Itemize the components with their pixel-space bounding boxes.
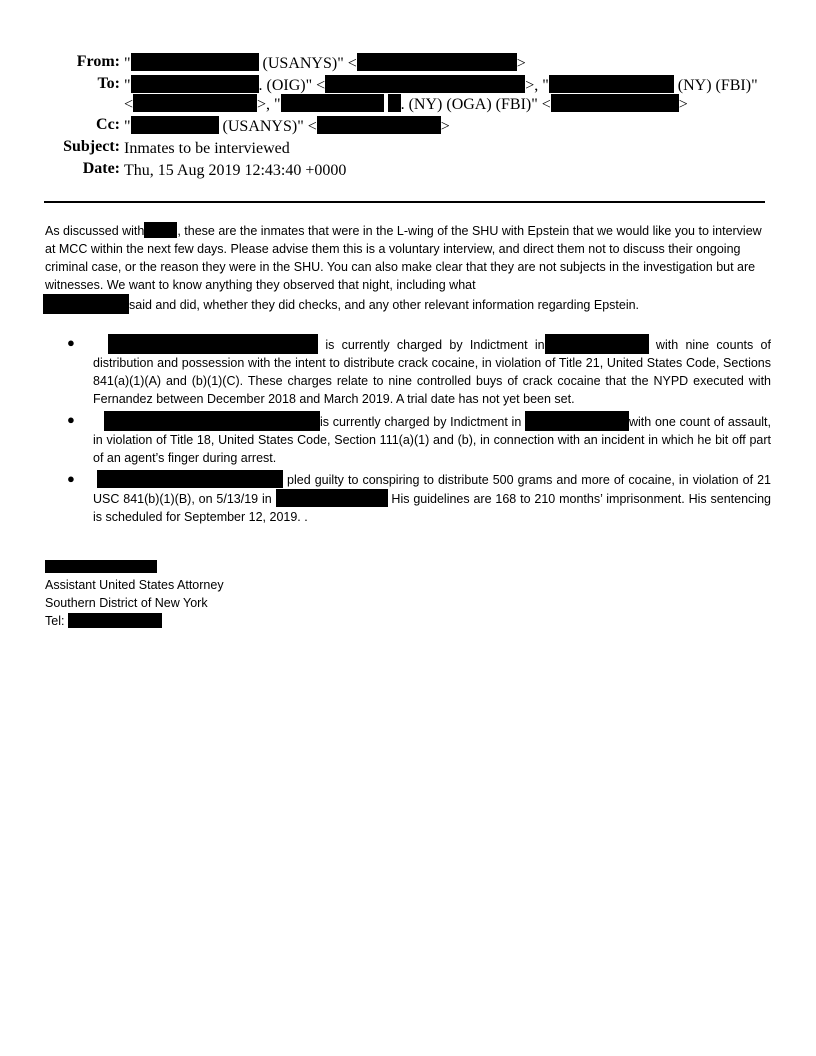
to-open: < [124, 96, 134, 113]
tel-label: Tel: [45, 614, 65, 628]
redaction-box [97, 470, 283, 488]
redaction-box [68, 613, 162, 628]
to-fbi: (NY) (FBI)" [673, 77, 758, 94]
bullet-icon: ● [67, 335, 75, 350]
to-close: > [678, 96, 688, 113]
redaction-box [276, 489, 388, 507]
intro-paragraph [45, 222, 773, 314]
inmate-3-text-a: pled guilty to conspiring to distribute 500 grams and more of cocaine, in violation of 21 USC 841(b)(1)(B), on 5/13/19 in [93, 473, 771, 506]
date-label: Date: [82, 160, 120, 177]
redaction-box [357, 53, 517, 71]
to-label: To: [97, 75, 120, 92]
list-item [67, 411, 772, 467]
intro-end: said and did, whether they did checks, and any other relevant information regarding Epstein. [129, 298, 640, 312]
from-close: > [516, 55, 526, 72]
inmate-1-text-a: is currently charged by Indictment in [318, 338, 545, 352]
redaction-box [104, 411, 320, 431]
inmate-2-text-b: with one count of assault, in violation of Title 18, United States Code, Section 111(a)(1) and (b), in connection with an incident in which he bit off part of an agent’s finger during arrest. [93, 415, 772, 465]
subject-label: Subject: [63, 138, 120, 155]
cc-label: Cc: [96, 116, 120, 133]
signature-name-row [45, 560, 224, 574]
inmate-list [67, 334, 772, 529]
bullet-icon: ● [67, 412, 75, 427]
inmate-1-text-b: with nine counts of distribution and possession with the intent to distribute crack cocaine, in violation of Title 21, United States Code, Sections 841(a)(1)(A) and (b)(1)(C). These charges relate to nine controlled buys of crack cocaine that the NYPD executed with Fernandez between December 2018 and March 2019. A trial date has not yet been set. [93, 338, 771, 406]
subject-value: Inmates to be interviewed [124, 140, 290, 157]
redaction-box [525, 411, 629, 431]
from-line [124, 53, 526, 75]
redaction-box [131, 53, 259, 71]
redaction-box [131, 116, 219, 134]
intro-middle: , these are the inmates that were in the L-wing of the SHU with Epstein that we would like you to interview at MCC within the next few days. Please advise them this is a voluntary interview, and direct them not to discuss their ongoing criminal case, or the reason they were in the SHU. You can also make clear that they are not subjects in the investigation but are witnesses. We want to know anything they observed that night, including what [45, 224, 762, 292]
redaction-box [545, 334, 649, 354]
cc-close: > [440, 118, 450, 135]
redaction-box [133, 94, 257, 112]
cc-line [124, 116, 450, 138]
to-line-2 [124, 94, 688, 116]
to-sep: >, " [525, 77, 549, 94]
list-item [67, 470, 771, 526]
intro-start: As discussed with [45, 224, 145, 238]
header-divider [44, 201, 765, 203]
redaction-box [549, 75, 674, 93]
redaction-box [325, 75, 525, 93]
signature-office: Southern District of New York [45, 596, 208, 610]
signature-title: Assistant United States Attorney [45, 578, 224, 592]
date-value: Thu, 15 Aug 2019 12:43:40 +0000 [124, 162, 347, 179]
email-body [45, 222, 773, 314]
signature-tel-row [45, 612, 224, 630]
bullet-icon: ● [67, 471, 75, 486]
redaction-box [281, 94, 384, 112]
cc-quote: " [124, 118, 131, 135]
to-oig: . (OIG)" < [258, 77, 326, 94]
inmate-3-text-b: His guidelines are 168 to 210 months’ imprisonment. His sentencing is scheduled for September 12, 2019. . [93, 492, 771, 524]
redaction-box [388, 94, 401, 112]
from-label: From: [76, 53, 120, 70]
list-item [67, 334, 771, 408]
from-org: (USANYS)" < [258, 55, 357, 72]
redaction-box [131, 75, 259, 93]
to-oga: . (NY) (OGA) (FBI)" < [400, 96, 551, 113]
redaction-box [45, 560, 157, 573]
redaction-box [551, 94, 679, 112]
redaction-box [108, 334, 318, 354]
redaction-box [144, 222, 177, 238]
signature-block [45, 560, 224, 630]
to-sep-2: >, " [257, 96, 281, 113]
redaction-box [317, 116, 441, 134]
cc-org: (USANYS)" < [218, 118, 317, 135]
redaction-box [43, 294, 129, 314]
to-quote: " [124, 77, 131, 94]
inmate-2-text-a: is currently charged by Indictment in [320, 415, 522, 429]
from-quote: " [124, 55, 131, 72]
